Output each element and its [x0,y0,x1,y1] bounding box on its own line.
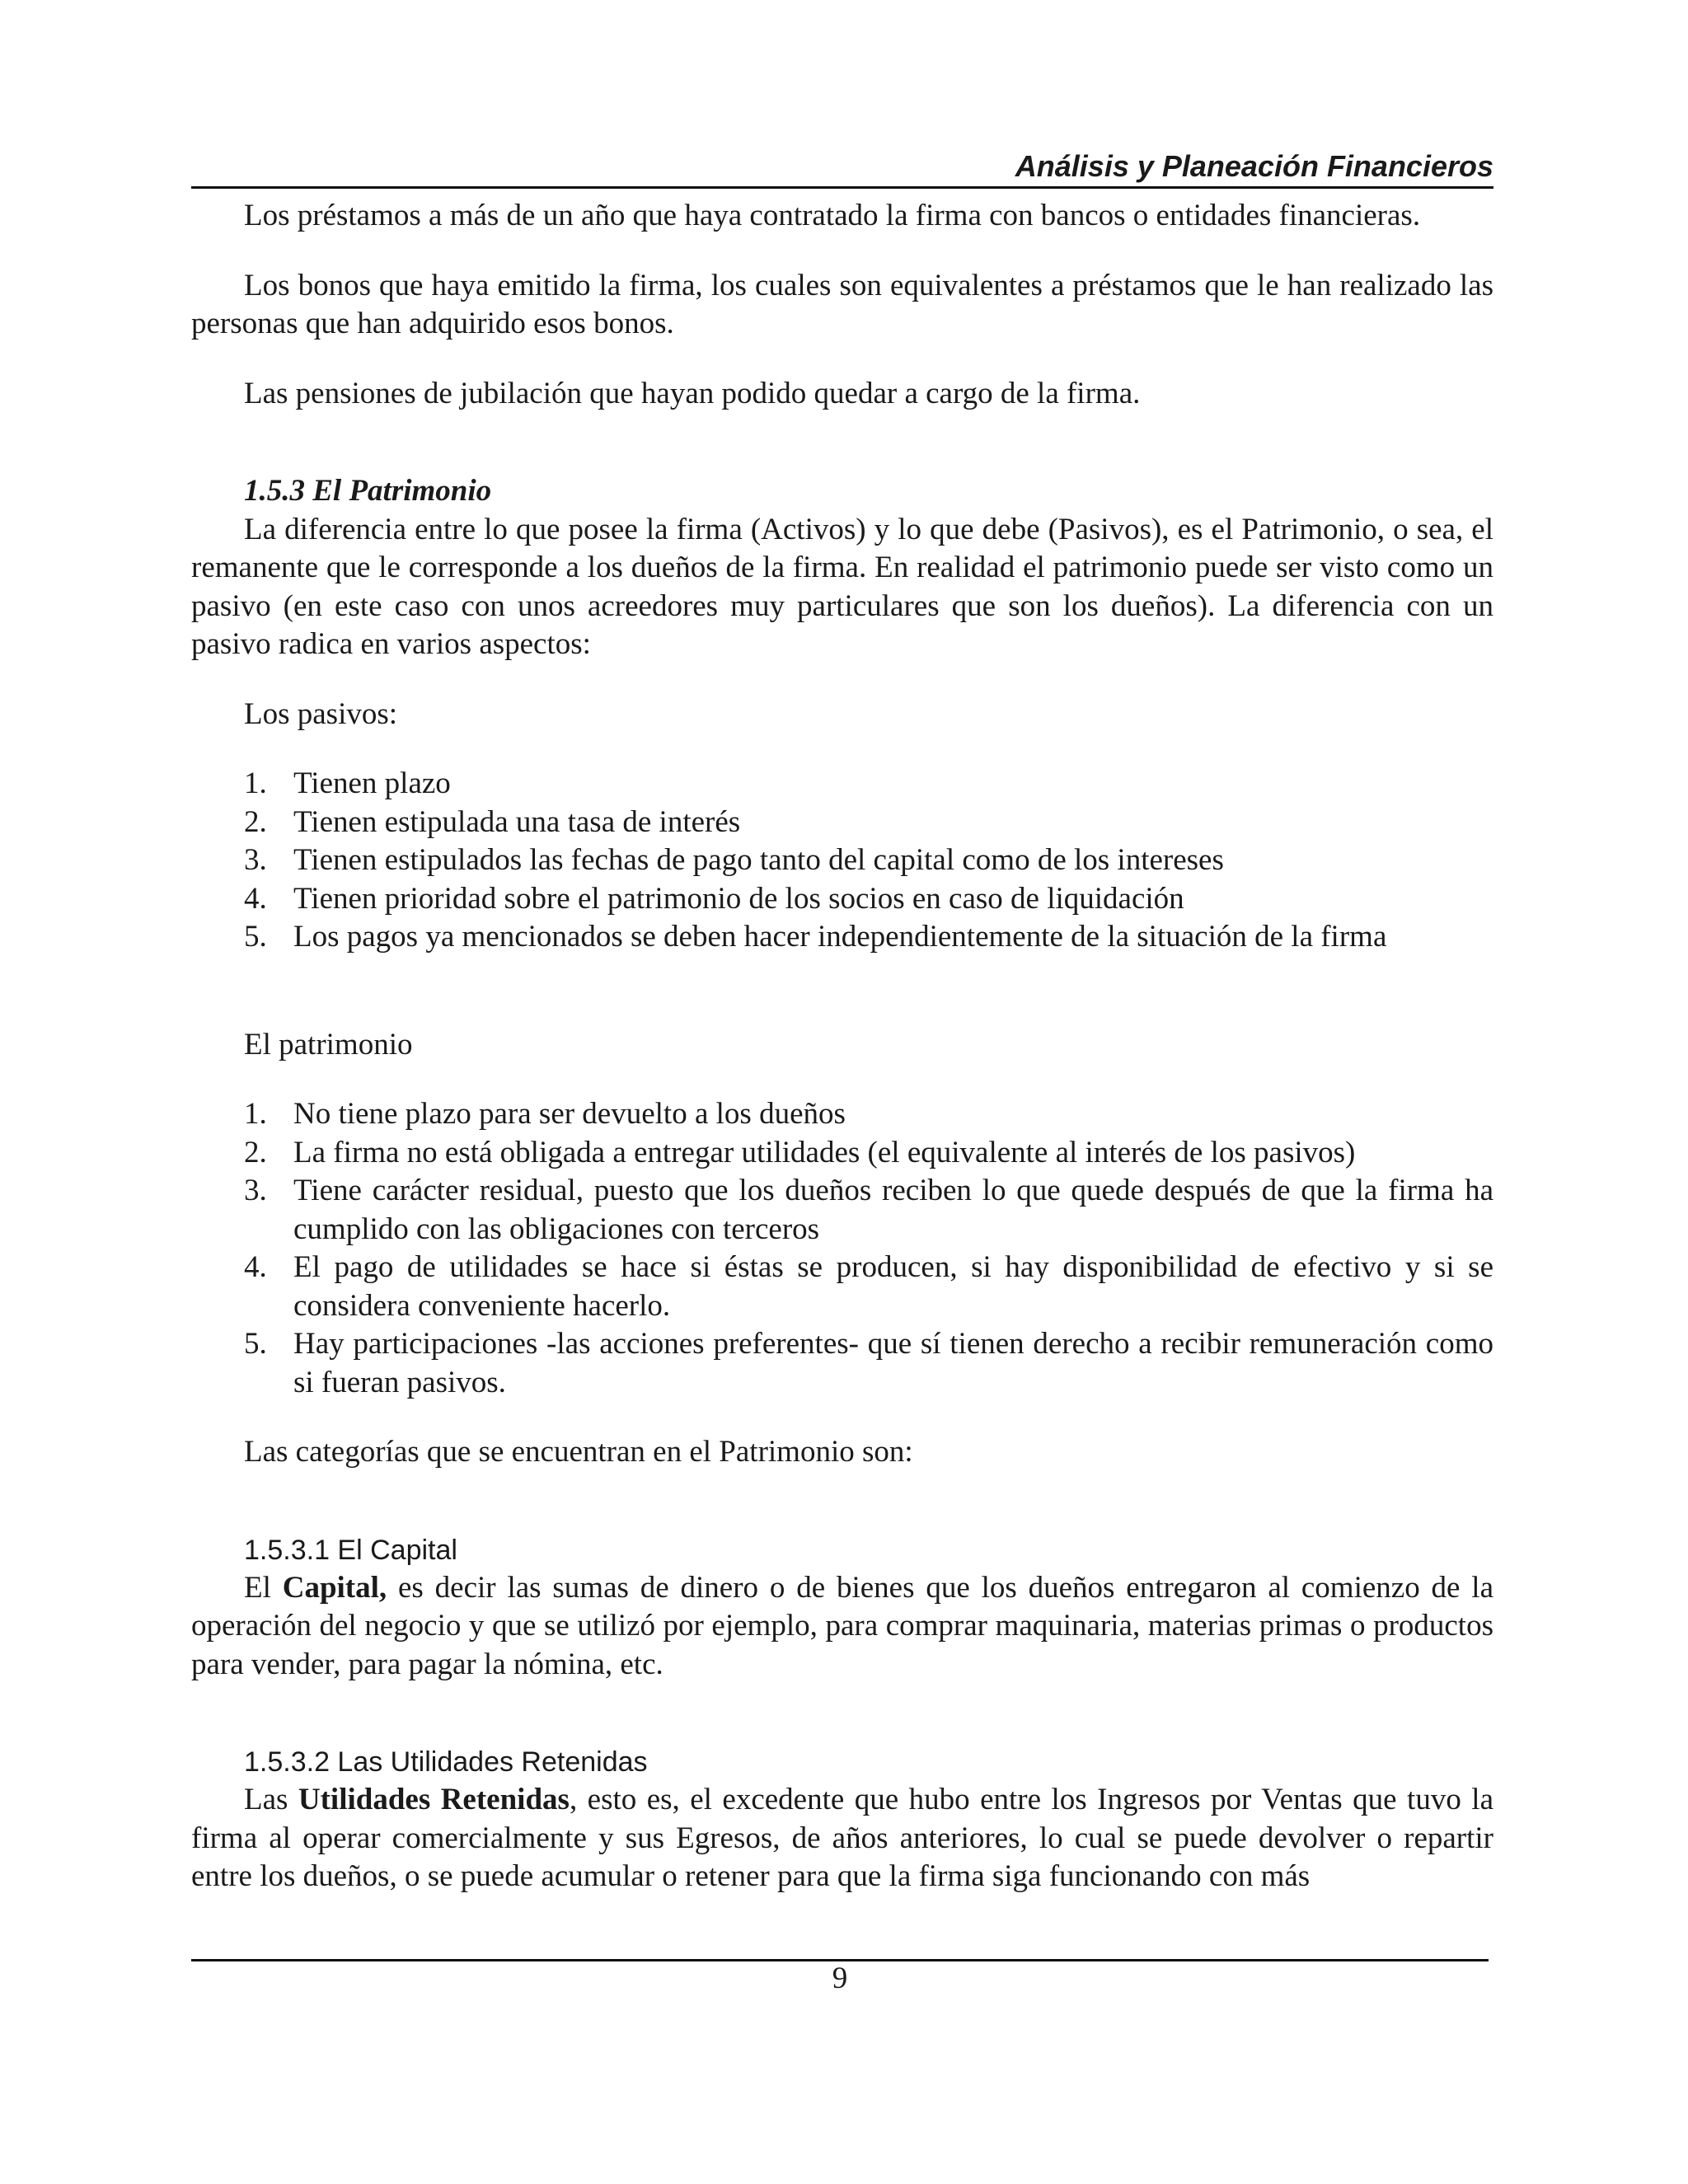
section-title: 1.5.3 El Patrimonio [244,474,492,508]
subsection-title-capital: 1.5.3.1 El Capital [244,1534,457,1566]
patrimonio-label: El patrimonio [244,1027,413,1062]
subsection-title-utilidades: 1.5.3.2 Las Utilidades Retenidas [244,1746,648,1778]
list-text: Hay participaciones -las acciones preferentes- que sí tienen derecho a recibir remuneración como si fueran pasivos. [293,1327,1493,1399]
list-item [191,880,1493,919]
list-text: Tienen estipulada una tasa de interés [293,804,741,839]
list-number: 5. [244,1327,267,1361]
patrimonio-list [191,1095,1493,1402]
paragraph-bonos: Los bonos que haya emitido la firma, los cuales son equivalentes a préstamos que le han realizado las personas que han adquirido esos bonos. [191,268,1493,340]
list-text: Tiene carácter residual, puesto que los dueños reciben lo que quede después de que la firma ha cumplido con las obligaciones con terceros [293,1174,1493,1246]
list-item [191,804,1493,842]
list-number: 2. [244,1135,267,1169]
paragraph-utilidades: Las Utilidades Retenidas, esto es, el excedente que hubo entre los Ingresos por Ventas que tuvo la firma al operar comercialmente y sus Egresos, de años anteriores, lo cual se puede devolver o repartir entre los dueños, o se puede acumular o retener para que la firma siga funcionando con más [191,1783,1493,1893]
list-text: Tienen plazo [293,766,451,800]
body-text [191,189,1493,1896]
list-item [191,841,1493,880]
list-number: 4. [244,1250,267,1284]
document-page [191,148,1493,1896]
pasivos-label: Los pasivos: [244,696,398,731]
running-header: Análisis y Planeación Financieros [1015,149,1493,183]
pasivos-list [191,765,1493,957]
list-text: Tienen prioridad sobre el patrimonio de los socios en caso de liquidación [293,881,1184,916]
list-item [191,918,1493,957]
list-item [191,1249,1493,1325]
paragraph-prestamos: Los préstamos a más de un año que haya contratado la firma con bancos o entidades financieras. [244,199,1421,232]
page-number: 9 [832,1961,848,1995]
list-number: 2. [244,804,267,839]
list-text: No tiene plazo para ser devuelto a los dueños [293,1097,846,1131]
list-item [191,1134,1493,1173]
list-text: Tienen estipulados las fechas de pago tanto del capital como de los intereses [293,843,1224,877]
list-text: La firma no está obligada a entregar utilidades (el equivalente al interés de los pasivos) [293,1135,1356,1169]
list-item [191,1325,1493,1402]
list-text: El pago de utilidades se hace si éstas se producen, si hay disponibilidad de efectivo y si se considera conveniente hacerlo. [293,1250,1493,1323]
list-number: 4. [244,881,267,916]
bold-term-utilidades: Utilidades Retenidas [298,1783,570,1816]
bold-term-capital: Capital, [282,1570,387,1605]
list-item [191,1172,1493,1249]
list-number: 1. [244,1097,267,1131]
paragraph-capital: El Capital, es decir las sumas de dinero o de bienes que los dueños entregaron al comienzo de la operación del negocio y que se utilizó por ejemplo, para comprar maquinaria, materias primas o productos para vender, para pagar la nómina, etc. [191,1570,1493,1681]
list-number: 5. [244,920,267,954]
list-number: 1. [244,766,267,800]
list-number: 3. [244,843,267,877]
list-number: 3. [244,1174,267,1207]
list-item [191,765,1493,804]
categorias-line: Las categorías que se encuentran en el Patrimonio son: [244,1435,913,1469]
paragraph-pensiones: Las pensiones de jubilación que hayan podido quedar a cargo de la firma. [244,376,1141,410]
list-item [191,1095,1493,1134]
paragraph-patrimonio-def: La diferencia entre lo que posee la firma (Activos) y lo que debe (Pasivos), es el Patrimonio, o sea, el remanente que le corresponde a los dueños de la firma. En realidad el patrimonio puede ser visto como un pasivo (en este caso con unos acreedores muy particulares que son los dueños). La diferencia con un pasivo radica en varios aspectos: [191,512,1493,661]
list-text: Los pagos ya mencionados se deben hacer independientemente de la situación de la firma [293,920,1387,954]
